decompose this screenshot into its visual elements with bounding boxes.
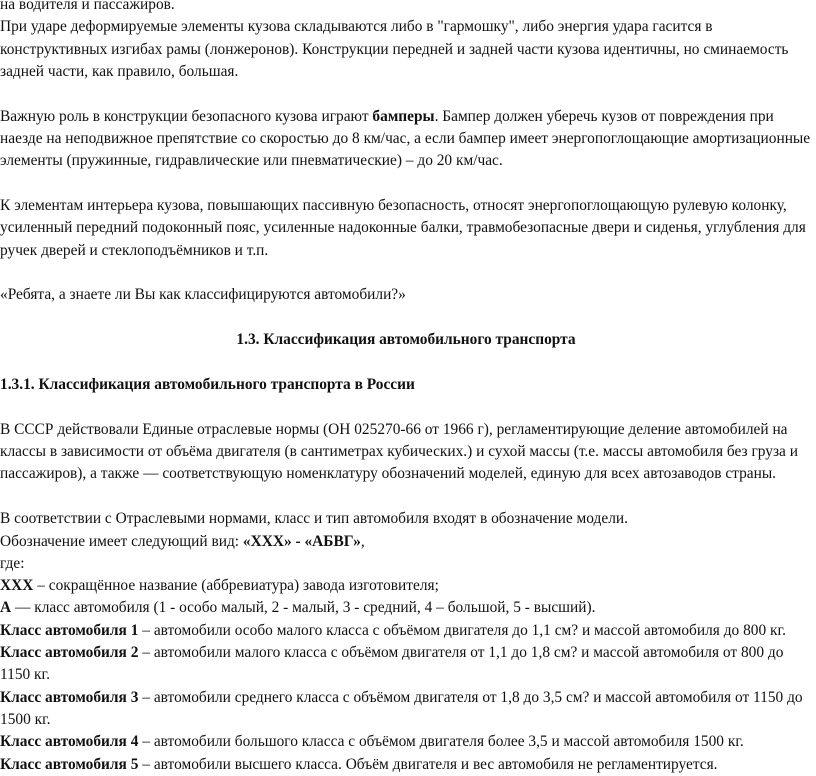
definition-term: XXX [0, 577, 34, 595]
text-run: . Бампер должен уберечь кузов от повреждения при наезде на неподвижное препятствие со скоростью до 8 км/час, а если бампер имеет энергопоглощающие амортизационные элементы (пружинные, гидравлические или пневматические) – до 20 км/час. [0, 107, 811, 170]
paragraph-spacer [0, 173, 812, 196]
text-run: , [360, 532, 365, 550]
class-term: Класс автомобиля 3 [0, 688, 139, 706]
paragraph-bumpers [0, 106, 812, 173]
paragraph-spacer [0, 83, 812, 106]
paragraph-spacer [0, 396, 812, 419]
class-item-3 [0, 687, 812, 732]
class-item-2 [0, 642, 812, 687]
definition-text: – сокращённое название (аббревиатура) завода изготовителя; [33, 577, 439, 595]
class-term: Класс автомобиля 1 [0, 621, 139, 639]
paragraph-passengers: на водителя и пассажиров. [0, 0, 175, 13]
class-text: – автомобили высшего класса. Объём двигателя и вес автомобиля не регламентируется. [138, 755, 718, 773]
paragraph-spacer [0, 486, 812, 509]
paragraph-model-designation: В соответствии с Отраслевыми нормами, класс и тип автомобиля входят в обозначение модели. [0, 510, 628, 528]
subsection-heading: 1.3.1. Классификация автомобильного транспорта в России [0, 376, 415, 394]
class-term: Класс автомобиля 5 [0, 755, 139, 773]
section-heading: 1.3. Классификация автомобильного транспорта [236, 331, 576, 349]
text-run: Важную роль в конструкции безопасного кузова играют [0, 107, 373, 125]
paragraph-ussr-norms: В СССР действовали Единые отраслевые нормы (ОН 025270-66 от 1966 г), регламентирующие деление автомобилей на классы в зависимости от объёма двигателя (в сантиметрах кубических.) и сухой массы (т.е. массы автомобиля без груза и пассажиров), а также — соответствующую номенклатуру обозначений моделей, единую для всех автозаводов страны. [0, 420, 798, 483]
paragraph-question: «Ребята, а знаете ли Вы как классифицируются автомобили?» [0, 286, 406, 304]
paragraph-spacer [0, 352, 812, 375]
class-text: – автомобили среднего класса с объёмом двигателя от 1,8 до 3,5 см? и массой автомобиля от 1150 до 1500 кг. [0, 688, 803, 728]
paragraph-spacer [0, 262, 812, 285]
class-text: – автомобили малого класса с объёмом двигателя от 1,1 до 1,8 см? и массой автомобиля от 800 до 1150 кг. [0, 644, 784, 684]
definition-text: — класс автомобиля (1 - особо малый, 2 - малый, 3 - средний, 4 – большой, 5 - высший). [11, 599, 596, 617]
bold-format-code: «XXX» - «АБВГ» [242, 532, 361, 550]
definition-a [0, 597, 812, 619]
definition-term: А [0, 599, 12, 617]
paragraph-where: где: [0, 554, 25, 572]
definition-xxx [0, 575, 812, 597]
paragraph-interior-elements: К элементам интерьера кузова, повышающих пассивную безопасность, относят энергопоглощающую рулевую колонку, усиленный передний подоконный пояс, усиленные надоконные балки, травмобезопасные двери и сиденья, углубления для ручек дверей и стеклоподъёмников и т.п. [0, 197, 806, 259]
text-run: Обозначение имеет следующий вид: [0, 532, 243, 550]
paragraph-deformation: При ударе деформируемые элементы кузова складываются либо в "гармошку", либо энергия удара гасится в конструктивных изгибах рамы (лонжеронов). Конструкции передней и задней части кузова идентичны, но сминаемость задней части, как правило, большая. [0, 18, 789, 80]
bold-term-bumpers: бамперы [372, 107, 435, 125]
paragraph-spacer [0, 307, 812, 330]
class-term: Класс автомобиля 2 [0, 644, 139, 662]
class-item-1 [0, 620, 812, 642]
class-text: – автомобили большого класса с объёмом двигателя более 3,5 и массой автомобиля 1500 кг. [138, 733, 744, 751]
class-text: – автомобили особо малого класса с объёмом двигателя до 1,1 см? и массой автомобиля до 800 кг. [138, 621, 786, 639]
class-item-5 [0, 754, 812, 776]
class-item-4 [0, 731, 812, 753]
paragraph-designation-format [0, 531, 812, 553]
class-term: Класс автомобиля 4 [0, 733, 139, 751]
